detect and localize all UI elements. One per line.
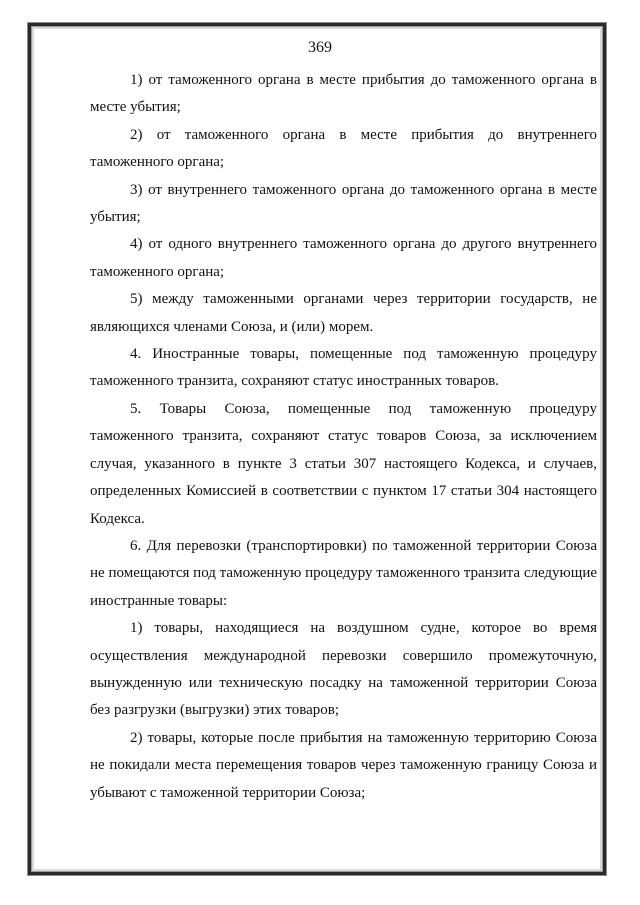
page-number: 369 [308,39,332,56]
paragraph-8: 6. Для перевозки (транспортировки) по таможенной территории Союза не помещаются под таможенную процедуру таможенного транзита следующие иностранные товары: [90,537,597,609]
paragraph-1: 1) от таможенного органа в месте прибытия до таможенного органа в месте убытия; [90,72,597,116]
paragraph-2: 2) от таможенного органа в месте прибытия до внутреннего таможенного органа; [90,126,597,171]
paragraph-6: 4. Иностранные товары, помещенные под таможенную процедуру таможенного транзита, сохраняют статус иностранных товаров. [90,346,597,390]
paragraph-3: 3) от внутреннего таможенного органа до таможенного органа в месте убытия; [90,181,597,226]
paragraph-5: 5) между таможенными органами через территории государств, не являющихся членами Союза, и (или) морем. [90,291,597,335]
paragraph-10: 2) товары, которые после прибытия на таможенную территорию Союза не покидали места перемещения товаров через таможенную границу Союза и убывают с таможенной территории Союза; [90,729,597,801]
paragraph-4: 4) от одного внутреннего таможенного органа до другого внутреннего таможенного органа; [90,236,597,280]
document-body [90,67,597,807]
paragraph-7: 5. Товары Союза, помещенные под таможенную процедуру таможенного транзита, сохраняют статус товаров Союза, за исключением случая, указанного в пункте 3 статьи 307 настоящего Кодекса, и случаев, определенных Комиссией в соответствии с пунктом 17 статьи 304 настоящего Кодекса. [90,400,597,527]
paragraph-9: 1) товары, находящиеся на воздушном судне, которое во время осуществления международной перевозки совершило промежуточную, вынужденную или техническую посадку на таможенной территории Союза без разгрузки (выгрузки) этих товаров; [90,620,597,719]
